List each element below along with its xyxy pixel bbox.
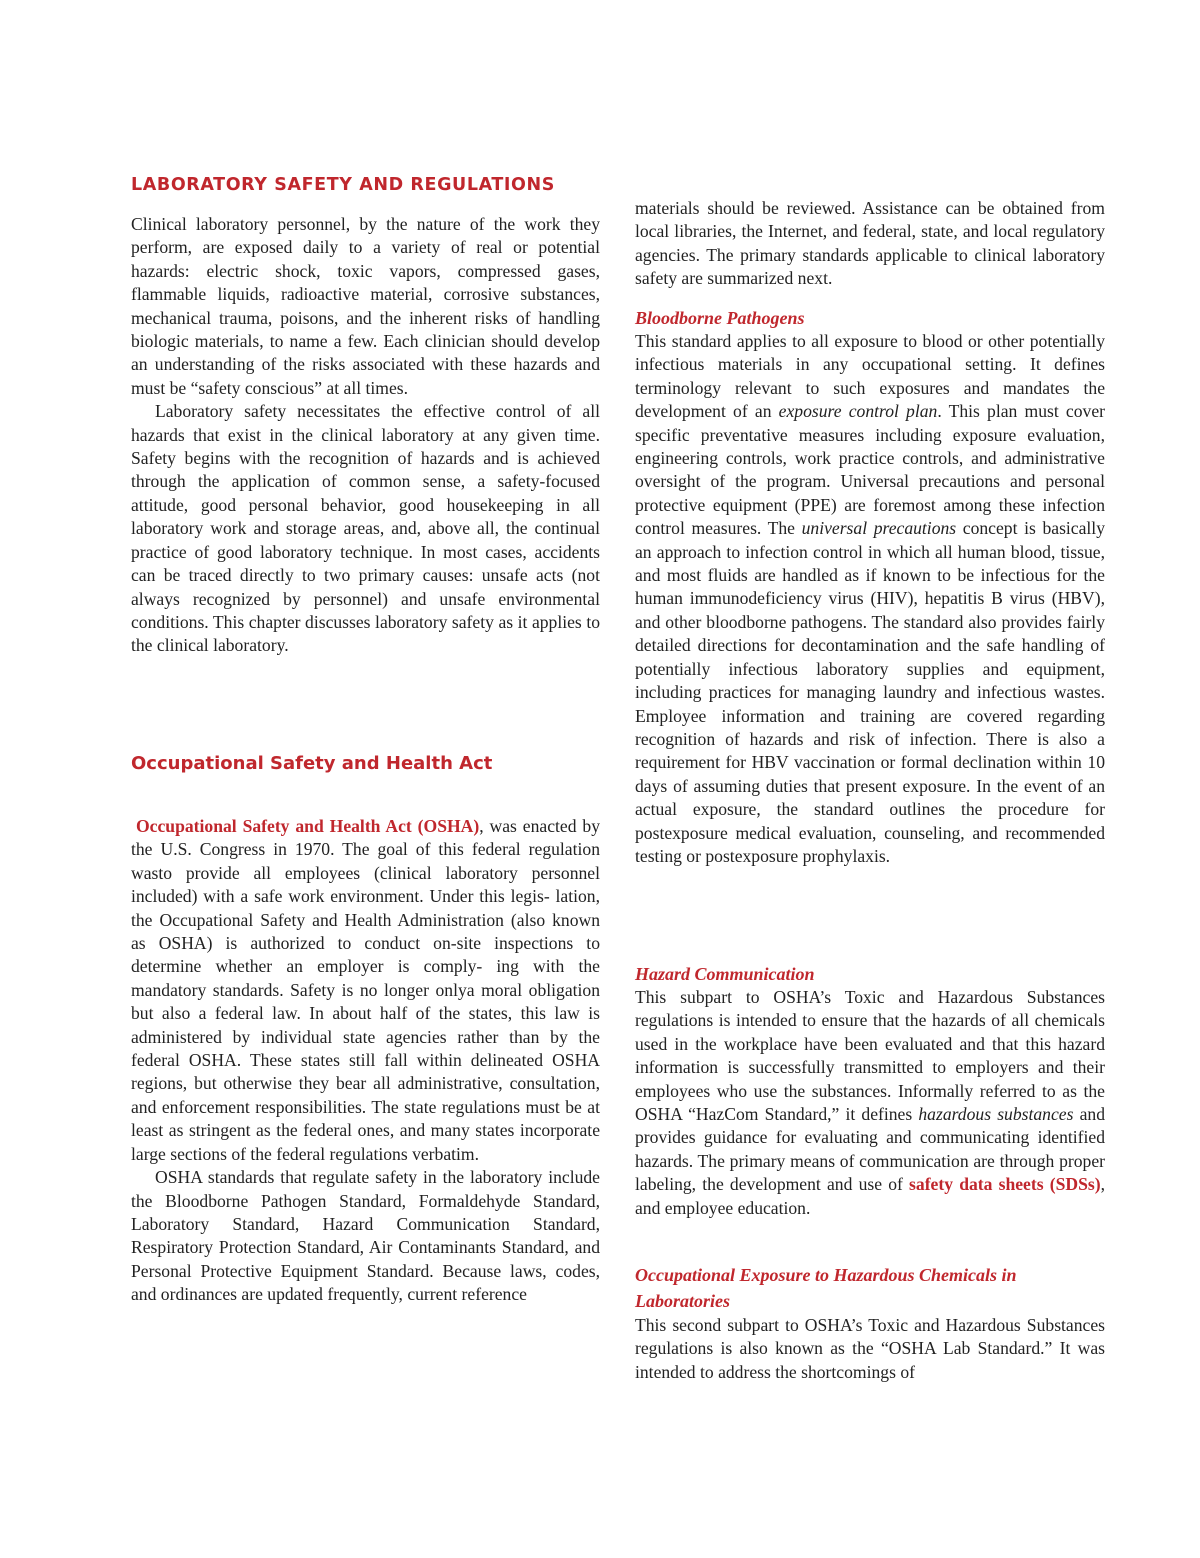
universal-precautions-term: universal precautions <box>801 518 957 539</box>
hazardous-substances-term: hazardous substances <box>918 1104 1074 1125</box>
intro-paragraph-1: Clinical laboratory personnel, by the nature of the work they perform, are exposed daily to a variety of real or potential hazards: electric shock, toxic vapors, compressed gases, flammable liquids, radioactive material, corrosive substances, mechanical trauma, poisons, and the inherent risks of handling biologic materials, to name a few. Each clinician should develop an understanding of the risks associated with these hazards and must be “safety conscious” at all times. <box>131 214 600 398</box>
bloodborne-paragraph: This standard applies to all exposure to blood or other potentially infectious materials in any occupational setting. It defines terminology relevant to such exposures and mandates the development of an exposure control plan. This plan must cover specific preventative measures including exposure evaluation, engineering controls, work practice controls, and administrative oversight of the program. Universal precautions and personal protective equipment (PPE) are foremost among these infection control measures. The universal precautions concept is basically an approach to infection control in which all human blood, tissue, and most fluids are handled as if known to be infectious for the human immunodeficiency virus (HIV), hepatitis B virus (HBV), and other bloodborne pathogens. The standard also provides fairly detailed directions for decontamination and the safe handling of potentially infectious laboratory supplies and equipment, including practices for managing laundry and infectious wastes. Employee information and training are covered regarding recognition of hazards and risk of infection. There is also a requirement for HBV vaccination or formal declination within 10 days of assuming duties that present exposure. In the event of an actual exposure, the standard outlines the procedure for postexposure medical evaluation, counseling, and recommended testing or postexposure prophylaxis. <box>635 331 1105 866</box>
bloodborne-section <box>635 306 1105 868</box>
chapter-title: LABORATORY SAFETY AND REGULATIONS <box>131 175 555 195</box>
intro-paragraph-2: Laboratory safety necessitates the effective control of all hazards that exist in the clinical laboratory at any given time. Safety begins with the recognition of hazards and is achieved through the application of common sense, a safety-focused attitude, good personal behavior, good housekeeping in all laboratory work and storage areas, and, above all, the continual practice of good laboratory technique. In most cases, accidents can be traced directly to two primary causes: unsafe acts (not always recognized by personnel) and unsafe environmental conditions. This chapter discusses laboratory safety as it applies to the clinical laboratory. <box>131 401 600 656</box>
bloodborne-heading: Bloodborne Pathogens <box>635 308 805 328</box>
osha-paragraph-1: Occupational Safety and Health Act (OSHA), was enacted by the U.S. Congress in 1970. The goal of this federal regulation wasto provide all employees (clinical laboratory personnel included) with a safe work environment. Under this legis- lation, the Occupational Safety and Health Administration (also known as OSHA) is authorized to conduct on-site inspections to determine whether an employer is comply- ing with the mandatory standards. Safety is no longer onlya moral obligation but also a federal law. In about half of the states, this law is administered by individual state agencies rather than by the federal OSHA. These states still fall within delineated OSHA regions, but otherwise they bear all administrative, consultation, and enforcement responsibilities. The state regulations must be at least as stringent as the federal ones, and many states incorporate large sections of the federal regulations verbatim. <box>131 816 600 1164</box>
osha-section <box>131 815 600 1307</box>
hazcom-paragraph: This subpart to OSHA’s Toxic and Hazardous Substances regulations is intended to ensure that the hazards of all chemicals used in the workplace have been evaluated and that this hazard information is successfully transmitted to employers and their employees who use the substances. Informally referred to as the OSHA “HazCom Standard,” it defines hazardous substances and provides guidance for evaluating and communicating identified hazards. The primary means of communication are through proper labeling, the development and use of safety data sheets (SDSs), and employee education. <box>635 987 1105 1218</box>
sds-term: safety data sheets (SDSs) <box>909 1174 1101 1195</box>
osha-paragraph-2-continued: materials should be reviewed. Assistance can be obtained from local libraries, the Internet, and federal, state, and local regulatory agencies. The primary standards applicable to clinical laboratory safety are summarized next. <box>635 198 1105 289</box>
exposure-control-plan-term: exposure control plan <box>778 401 938 422</box>
hazcom-heading: Hazard Communication <box>635 964 815 984</box>
intro-section <box>131 213 600 658</box>
osha-term: Occupational Safety and Health Act (OSHA) <box>136 816 480 836</box>
osha-continued <box>635 197 1105 291</box>
lab-standard-heading: Occupational Exposure to Hazardous Chemicals in Laboratories <box>635 1265 1017 1311</box>
lab-standard-section <box>635 1262 1105 1384</box>
lab-standard-paragraph: This second subpart to OSHA’s Toxic and Hazardous Substances regulations is also known as the “OSHA Lab Standard.” It was intended to address the shortcomings of <box>635 1315 1105 1382</box>
osha-heading: Occupational Safety and Health Act <box>131 753 493 774</box>
osha-paragraph-2: OSHA standards that regulate safety in the laboratory include the Bloodborne Pathogen Standard, Formaldehyde Standard, Laboratory Standard, Hazard Communication Standard, Respiratory Protection Standard, Air Contaminants Standard, and Personal Protective Equipment Standard. Because laws, codes, and ordinances are updated frequently, current reference <box>131 1167 600 1305</box>
hazcom-section <box>635 962 1105 1220</box>
